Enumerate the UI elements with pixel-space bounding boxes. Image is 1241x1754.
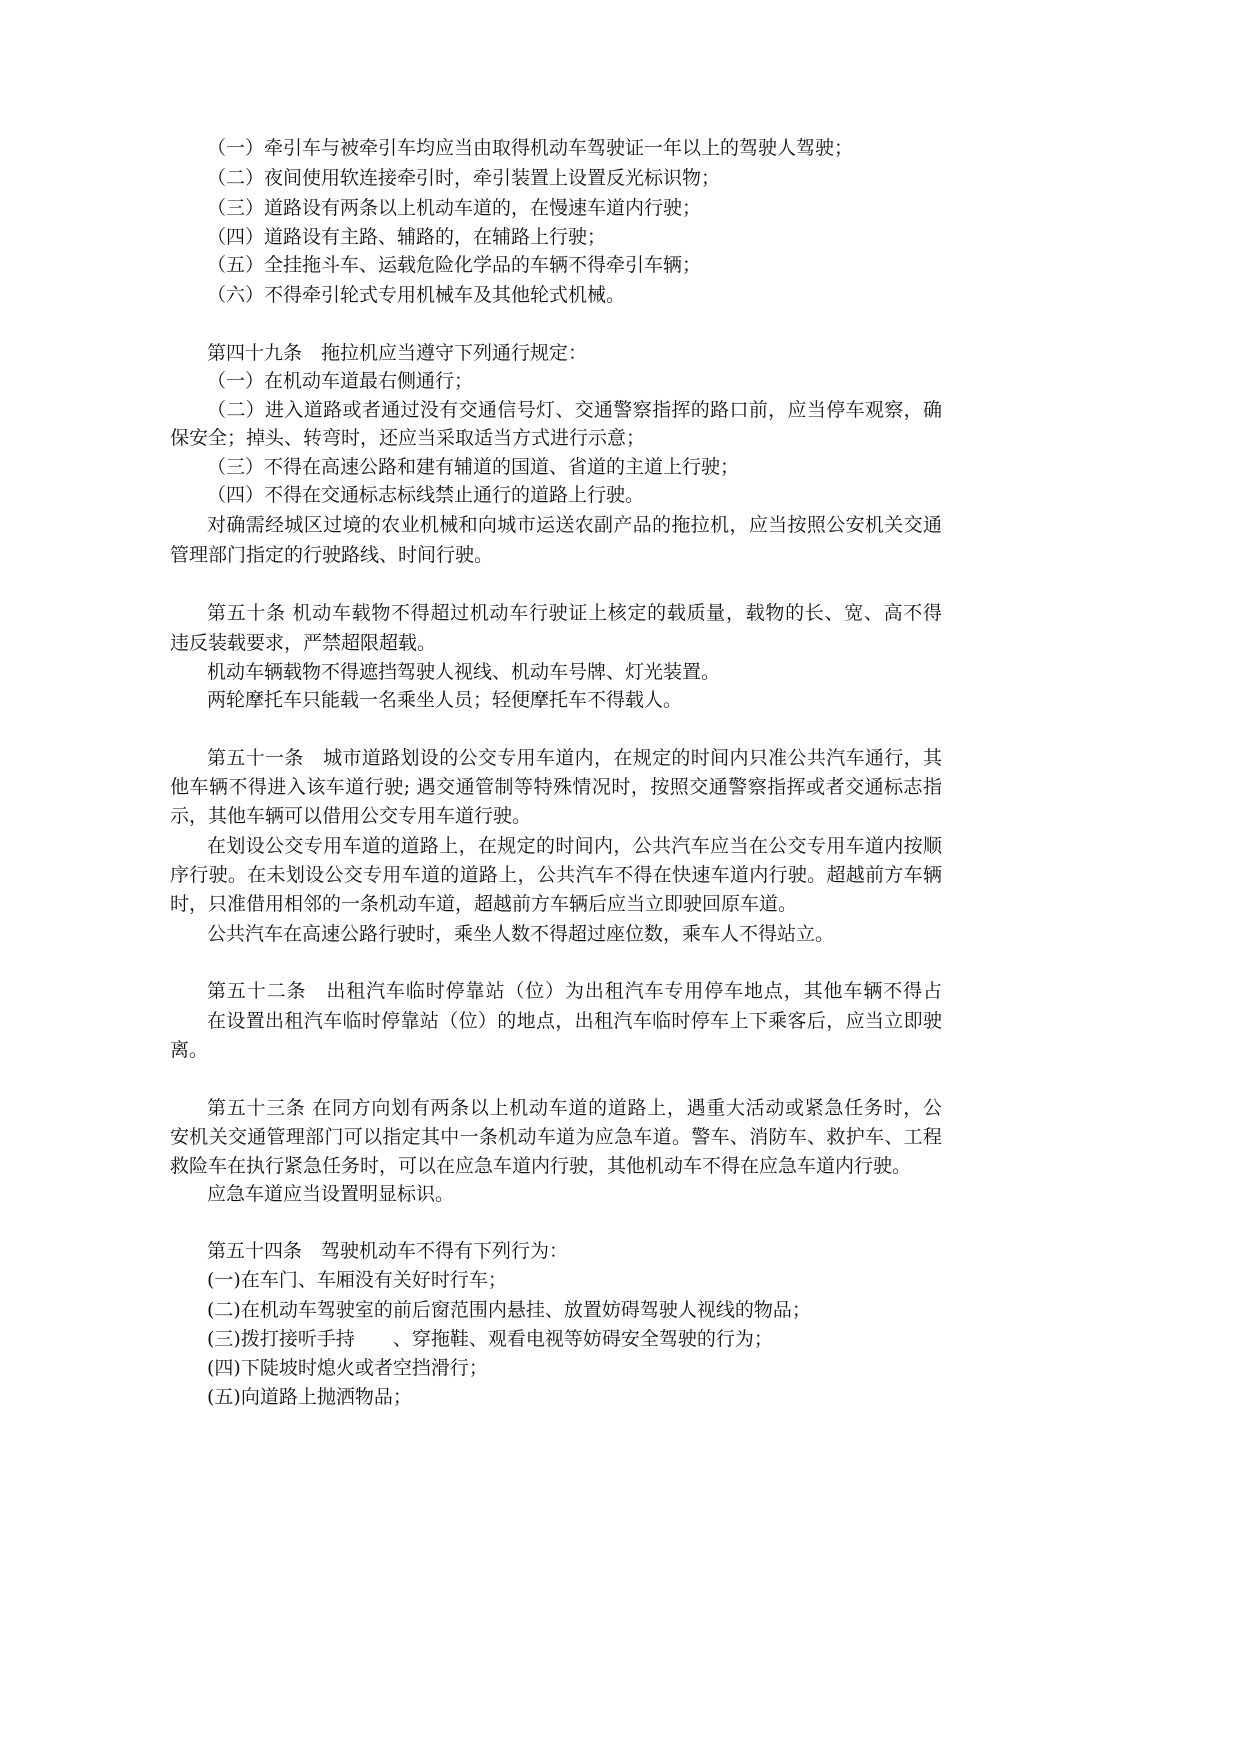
text-line: （三）道路设有两条以上机动车道的，在慢速车道内行驶；	[207, 197, 702, 219]
text-line: 第五十条 机动车载物不得超过机动车行驶证上核定的载质量，载物的长、宽、高不得	[207, 602, 942, 624]
text-line: 安机关交通管理部门可以指定其中一条机动车道为应急车道。警车、消防车、救护车、工程	[170, 1126, 942, 1148]
text-line: 离。	[170, 1039, 209, 1061]
text-line: (三)拨打接听手持 、穿拖鞋、观看电视等妨碍安全驾驶的行为；	[207, 1328, 773, 1350]
text-line: 序行驶。在未划设公交专用车道的道路上，公共汽车不得在快速车道内行驶。超越前方车辆	[170, 864, 942, 886]
text-line: 第五十四条 驾驶机动车不得有下列行为：	[207, 1240, 569, 1262]
text-line: 管理部门指定的行驶路线、时间行驶。	[170, 544, 494, 566]
text-line: （一）牵引车与被牵引车均应当由取得机动车驾驶证一年以上的驾驶人驾驶；	[207, 137, 854, 159]
text-line: 他车辆不得进入该车道行驶; 遇交通管制等特殊情况时，按照交通警察指挥或者交通标志指	[170, 776, 942, 798]
text-line: 应急车道应当设置明显标识。	[207, 1183, 455, 1205]
text-line: 在划设公交专用车道的道路上，在规定的时间内，公共汽车应当在公交专用车道内按顺	[207, 835, 942, 857]
text-line: 第四十九条 拖拉机应当遵守下列通行规定：	[207, 342, 588, 364]
text-line: 违反装载要求，严禁超限超载。	[170, 632, 437, 654]
text-line: (二)在机动车驾驶室的前后窗范围内悬挂、放置妨碍驾驶人视线的物品；	[207, 1299, 811, 1321]
text-line: 对确需经城区过境的农业机械和向城市运送农副产品的拖拉机，应当按照公安机关交通	[207, 514, 942, 536]
text-line: （二）夜间使用软连接牵引时，牵引装置上设置反光标识物；	[207, 167, 721, 189]
text-line: 示，其他车辆可以借用公交专用车道行驶。	[170, 805, 532, 827]
text-line: （五）全挂拖斗车、运载危险化学品的车辆不得牵引车辆；	[207, 254, 702, 276]
text-line: (一)在车门、车厢没有关好时行车；	[207, 1269, 507, 1291]
text-line: 时，只准借用相邻的一条机动车道，超越前方车辆后应当立即驶回原车道。	[170, 893, 798, 915]
text-line: （四）不得在交通标志标线禁止通行的道路上行驶。	[207, 484, 645, 506]
text-line: 救险车在执行紧急任务时，可以在应急车道内行驶，其他机动车不得在应急车道内行驶。	[170, 1155, 912, 1177]
text-line: （三）不得在高速公路和建有辅道的国道、省道的主道上行驶；	[207, 456, 740, 478]
text-line: （二）进入道路或者通过没有交通信号灯、交通警察指挥的路口前，应当停车观察，确	[207, 399, 942, 421]
text-line: 两轮摩托车只能载一名乘坐人员；轻便摩托车不得载人。	[207, 689, 683, 711]
text-line: (五)向道路上抛洒物品；	[207, 1386, 412, 1408]
text-line: 在设置出租汽车临时停靠站（位）的地点，出租汽车临时停车上下乘客后，应当立即驶	[207, 1010, 942, 1032]
text-line: 第五十一条 城市道路划设的公交专用车道内，在规定的时间内只准公共汽车通行，其	[207, 747, 942, 769]
text-line: （一）在机动车道最右侧通行；	[207, 370, 474, 392]
text-line: （六）不得牵引轮式专用机械车及其他轮式机械。	[207, 284, 626, 306]
text-line: （四）道路设有主路、辅路的，在辅路上行驶；	[207, 226, 607, 248]
text-line: (四)下陡坡时熄火或者空挡滑行；	[207, 1357, 488, 1379]
text-line: 第五十二条 出租汽车临时停靠站（位）为出租汽车专用停车地点，其他车辆不得占	[207, 980, 942, 1002]
text-line: 保安全；掉头、转弯时，还应当采取适当方式进行示意；	[170, 427, 646, 449]
text-line: 公共汽车在高速公路行驶时，乘坐人数不得超过座位数，乘车人不得站立。	[207, 923, 835, 945]
text-line: 机动车辆载物不得遮挡驾驶人视线、机动车号牌、灯光装置。	[207, 661, 721, 683]
text-line: 第五十三条 在同方向划有两条以上机动车道的道路上，遇重大活动或紧急任务时，公	[207, 1097, 942, 1119]
